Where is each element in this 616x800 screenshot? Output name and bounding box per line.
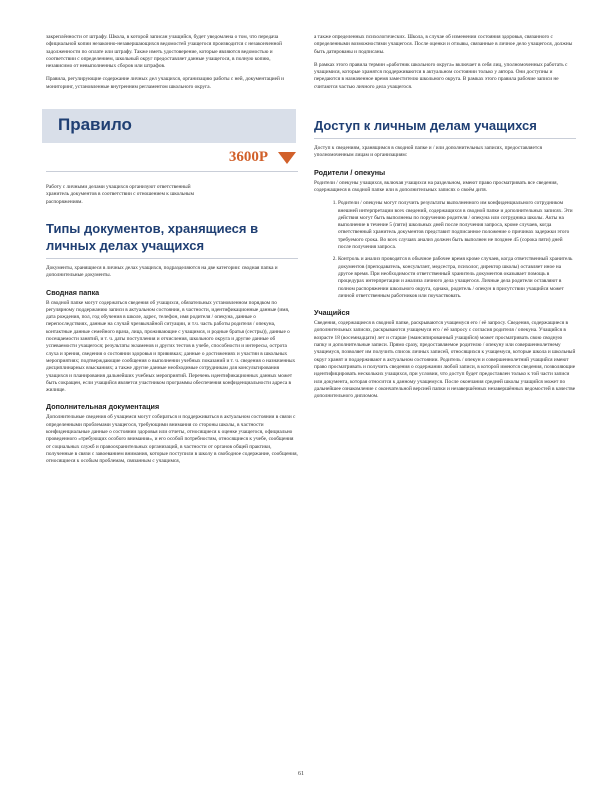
page-number: 61	[298, 771, 304, 777]
subheading-summary-folder: Сводная папка	[46, 287, 100, 297]
students-text: Сведения, содержащиеся в сводной папке, раскрываются учащемуся его / её запросу. Сведения, содержащиеся в дополнительных записях, раскрываются учащемуся его / её запросу с согласия родителя / опекуна. Учащийся в возрасте 18 (восемнадцати) лет и старше (эмансипированный учащийся) может просматривать свою сводную папку и дополнительные записи. Прямо сразу, предоставляемое родителю / опекуну или совершеннолетнему учащемуся, позволяет им получить список личных записей, относящихся к учащемуся, которые школа и школьный округ хранят и поддерживают в актуальном состоянии. Родитель / опекун и совершеннолетний учащийся имеют право просматривать и получить сведения о содержании любой записи, в которой имеются сведения, позволяющие идентифицировать нескольких учащихся, при условии, что доступ будет предоставлен только к той части записи или документа, которая относится к данному учащемуся. После окончания средней школы учащийся может по дальнейшее ознакомление с окончательной версией папки и незавершённых незавершённых ведомостей в качестве дополнительного дипломом.	[314, 320, 576, 400]
continued-paragraph-2: В рамках этого правила термин «работник школьного округа» включает в себя лиц, уполномоченных работать с учащимися, которые хранятся поддерживаются в актуальном состоянии только у автора. Они доступны и передаются в назначенное время заместителю школьного округа. В рамках этого правила рабочие записи не считаются частью личного дела учащегося.	[314, 61, 568, 90]
list-item: 1. Родители / опекуны могут получить результаты выполненного им конфиденциального сотрудником внешней интерпретации всех сведений, содержащихся в сводной папке и дополнительных записях. Эти действия могут быть выполнены по поручению родителя / опекуна или сотрудника школы. Акты на выполнение в течение 5 (пяти) школьных дней после получения запроса, кроме случаев, когда ответственный хранитель документов представит подписанное положение о причинах задержки этого требуемого срока. Во всех случаях анализ должен быть выполнен не позднее 45 (сорока пяти) дней после получения запроса.	[338, 200, 576, 251]
continued-paragraph-1: а также определенных психологических. Школа, в случае об изменении состояния здоровья, связанного с определенными возможностями учащегося. После оценки и отзывы, связанные в личное дело учащегося, должны быть датированы и подписаны.	[314, 34, 573, 55]
right-column	[314, 0, 576, 406]
summary-folder-text: В сводной папке могут содержаться сведения об учащихся, обязательных установленном порядком по регулярному поддержанию записи в актуальном состоянии, в частности, идентификационные данные (имя, дата рождения, пол, год обучения в школе, адрес, телефон, имя родителя / опекуна, данные о перепоследствиях, данные на случай чрезвычайной ситуации, и т.ч. часть работы родителя / опекуна, контактные данные семейного врача, лица, проживающие с учащимся, и родные братья (сестры)), данные о посещаемости занятий, и т. ч. даты поступления и отчисления, школьного округа и другие данные об успеваемости учащегося; результаты экзаменов и других тестов в учебе, способности и интересы, острота слуха и зрения, сведения о состоянии здоровья и прививках; данные о достижениях и участии в школьных мероприятиях; подтверждающие сообщения о выполнении учебных показаний и т. ч. сведения о назначенных дисциплинарных взысканиях; а также другие данные необходимые сотрудникам для консультирования учащихся и планирования дальнейших учебных мероприятий. Перечень идентификационных данных может быть сокращен, если учащийся является участником программы обеспечения конфиденциальности адреса в жилище.	[46, 299, 296, 394]
access-intro: Доступ к сведениям, хранящимся в сводной папке и / или дополнительных записях, предоставляется уполномоченным лицам и организациям:	[314, 145, 543, 159]
intro-paragraph-2: Правила, регулирующие содержание личных дел учащихся, организацию работы с ней, документацией и мониторинг, установленные внутренним регламентом школьного округа.	[46, 76, 284, 90]
subheading-students: Учащийся	[314, 308, 350, 318]
rule-code: 3600P	[228, 149, 268, 166]
section-heading-access: Доступ к личным делам учащихся	[314, 117, 576, 139]
rule-description: Работу с личными делами учащихся организуют ответственный хранитель документов в соответствии с отношением к школьным распоряжениям.	[46, 184, 194, 205]
list-item: 2. Контроль и анализ проводятся в обычное рабочее время кроме случаев, когда ответственный хранитель документов (преподаватель, консультант, медсестра, психолог, директор школы) оставляет иное на другое время. При необходимости ответственный хранитель документов оказывает помощь в процедурах интерпретации и анализа личного дела учащегося. Личные дела родители оставляют в полном распоряжении школьного округа, однако, родитель / опекун в присутствии учащийся может личной ответственным работников или поучаствовать.	[338, 256, 576, 300]
section-heading-document-types: Типы документов, хранящиеся в личных делах учащихся	[46, 220, 298, 259]
rule-title: Правило	[58, 115, 132, 135]
rule-title-box	[42, 109, 296, 143]
rule-code-row	[46, 143, 298, 172]
subheading-parents: Родители / опекуны	[314, 167, 386, 177]
additional-docs-text: Дополнительные сведения об учащемся могут собираться и поддерживаться в актуальном состоянии в связи с определенными проблемами учащегося, требующими внимания со стороны школы, в частности конфиденциальные данные о состоянии здоровья или отчеты, относящиеся к оценке учащегося, официально проведенного «требующих особого внимания», и его особой потребностям, относящиеся к учебе, сообщения от социальных служб и правоохранительных организаций, в частности от органов общей практики, полученные в связи с завоеванием внимания, которые поступили в школу в свободное содержание, сообщения, относящиеся к особым проблемам, связанным с учащимся,	[46, 414, 298, 465]
left-column	[46, 0, 298, 472]
parents-list	[314, 200, 576, 300]
intro-paragraph-1: закреплённости от штрафу. Школа, в которой записан учащийся, будет уведомлена о том, что передача официальной копии незаконно-незавершающихся ведомостей учащегося производится с незаконченной задолженности по оплате или штрафу. Также иметь удостоверение, которые являются ведомостью и соответствии с определением, школьный округ предоставляет данные учащегося, в полную копию, независимо от невыполненных сборов или штрафов.	[46, 34, 282, 70]
triangle-marker-icon	[278, 152, 296, 164]
parents-intro: Родители / опекуны учащихся, включая учащихся на раздельном, имеют право просматривать все сведения, содержащиеся в сводной папке или в дополнительных записях о своём дитя.	[314, 179, 558, 193]
section-intro: Документы, хранящиеся в личных делах учащихся, подразделяются на две категории: сводная папка и дополнительные документы.	[46, 264, 278, 279]
subheading-additional-docs: Дополнительная документация	[46, 402, 160, 412]
